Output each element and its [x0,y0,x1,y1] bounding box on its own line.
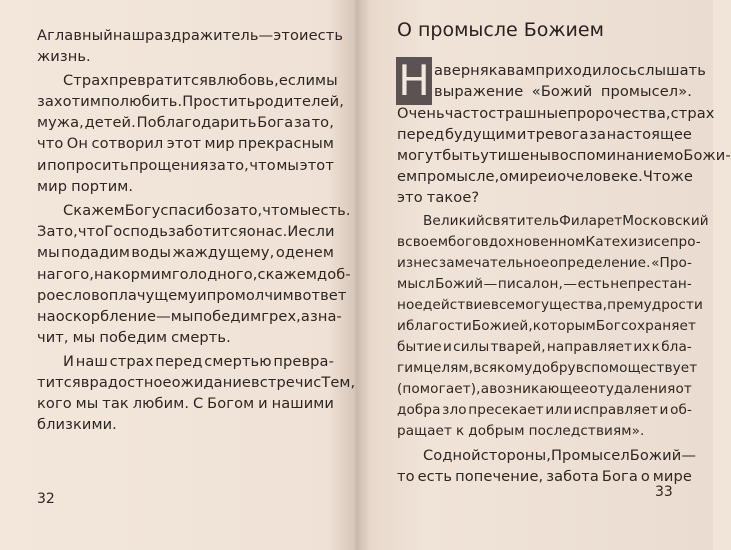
word: что [37,135,64,152]
word: превра- [273,353,334,370]
word: изнес [397,255,439,271]
word: он, [541,276,563,292]
right-page-text-line [397,337,692,358]
word: последствиям». [528,423,645,439]
word: бытие [397,339,442,355]
word: родителей, [255,93,344,110]
word: чит, [37,329,69,346]
word: оденем [275,244,334,261]
word: писал [497,276,541,292]
word: это [273,27,299,44]
right-page-text-line [397,358,698,379]
drop-cap: Н [396,57,432,105]
word: в [397,234,406,250]
word: то, [55,223,78,240]
word: превратится [109,72,209,89]
word: то, [311,114,334,131]
word: зло [442,402,467,418]
word: премудрости [607,297,703,313]
word: действие [422,297,491,313]
word: сохраняет [620,318,697,334]
word: за [293,114,311,131]
word: есть. [311,202,351,219]
word: забота [546,468,599,485]
page-number-left: 32 [37,491,55,507]
right-page-text-line [397,232,701,253]
word: и [37,157,47,174]
word: Страх [63,72,110,89]
word: голодного, [171,266,258,283]
word: будущим [444,126,517,143]
word: воды [131,244,171,261]
word: и [299,27,309,44]
right-page-text-line [397,166,692,187]
word: в [80,374,90,391]
word: добрым [468,423,525,439]
right-page-text-line [397,145,731,166]
word: если [298,223,335,240]
word: тится [37,374,81,391]
word: же [670,168,693,185]
word: смерть. [171,329,231,346]
word: целям, [423,360,474,376]
word: Тем, [321,374,356,391]
word: страшные [488,105,568,122]
left-page [0,0,356,550]
word: и [547,168,558,185]
word: мире [508,168,548,185]
left-page-text-line [37,242,334,263]
word: Поблагодарить [136,114,257,131]
word: направляет [546,339,633,355]
word: портим. [71,178,134,195]
word: всякому [473,360,533,376]
word: за [223,202,240,219]
word: слово [64,287,109,304]
word: выражение [434,83,524,100]
word: Он [66,135,89,152]
word: (помогает), [397,381,481,397]
word: мы [276,157,300,174]
word: победим [193,308,262,325]
word: одной [433,447,481,464]
word: часто [444,105,489,122]
left-page-text-line [37,25,344,46]
word: попечение, [455,468,544,485]
word: на [37,308,56,325]
word: непрестан- [610,276,692,292]
right-page-text-line [397,379,692,400]
word: смертью [204,353,272,370]
word: Бог [595,318,621,334]
word: перед [155,353,203,370]
word: главный [47,27,113,44]
word: такое? [426,189,480,206]
right-page-text-line [397,187,692,208]
right-page-text-line [397,421,692,442]
word: Богу [124,202,161,219]
word: а [480,381,490,397]
word: и [516,126,527,143]
left-page-text-line [37,155,334,176]
word: боговдохновенном [448,234,586,250]
word: захотим [37,93,101,110]
word: промолчим [206,287,294,304]
word: о [499,168,509,185]
left-page-text-line [37,221,334,242]
word: А [37,27,48,44]
word: с [313,374,322,391]
word: зна- [309,308,342,325]
word: от [589,381,606,397]
word: промысел». [600,83,692,100]
word: которым [532,318,596,334]
word: победим [99,329,168,346]
word: Бога [601,468,638,485]
page-number-right: 33 [655,484,673,500]
word: вам [506,62,536,79]
word: мы [170,308,194,325]
word: в [293,287,303,304]
word: страх [670,105,715,122]
word: И [287,223,299,240]
word: Богом [207,395,255,412]
right-page-text-line [397,124,692,145]
word: рое [37,287,65,304]
word: аверняка [434,62,507,79]
word: полюбить. [100,93,183,110]
word: могут [397,147,443,164]
word: мир [204,135,235,152]
word: оскорбление [55,308,157,325]
left-page-text-line [37,46,334,67]
word: в [208,72,217,89]
word: силы [453,339,490,355]
word: Простить [182,93,256,110]
word: — [563,276,578,292]
word: и [197,287,207,304]
word: Божий [435,276,484,292]
word: ращает [397,423,452,439]
left-page-text-line [37,112,334,133]
word: любим. [132,395,190,412]
word: раздражитель [145,27,259,44]
word: Божий [629,447,682,464]
word: пресекает [468,402,544,418]
word: есть [417,468,453,485]
word: нас. [255,223,288,240]
word: удаления [605,381,676,397]
word: так [102,395,129,412]
word: ожидание [171,374,252,391]
word: этот [299,157,334,174]
word: определение. [549,255,651,271]
word: воспоминанием [551,147,675,164]
word: ем [397,168,418,185]
word: мы [75,395,99,412]
word: промысле, [417,168,500,185]
left-page-text-line [37,306,342,327]
word: нашими [271,395,334,412]
right-page-text-line [397,103,715,124]
word: замечательное [438,255,550,271]
word: мире [652,468,692,485]
word: и [442,339,452,355]
word: этот [166,135,202,152]
word: спасибо [160,202,223,219]
word: Промысел [550,447,630,464]
left-page-text-line [37,133,334,154]
word: или [545,402,573,418]
word: тревога [527,126,589,143]
word: Скажем [63,202,125,219]
word: о [557,168,567,185]
word: Очень [397,105,445,122]
word: к [651,339,660,355]
word: С [192,395,204,412]
word: детей. [84,114,136,131]
word: жаждущему, [172,244,275,261]
word: мир [37,178,68,195]
word: доб- [317,266,351,283]
word: то [397,468,415,485]
word: Катехизисе [585,234,670,250]
right-page-text-line [434,60,706,81]
word: Великий [423,213,485,229]
word: кого [37,395,72,412]
word: к [455,423,465,439]
word: благости [405,318,472,334]
right-page-text-line [397,253,692,274]
word: прекрасным [238,135,334,152]
word: за [209,157,226,174]
left-page-text-line [63,70,338,91]
word: быть [442,147,481,164]
left-page-text-line [63,200,351,221]
left-page-text-line [37,372,356,393]
word: всемогущества, [490,297,608,313]
left-page-text-line [63,351,334,372]
word: мы [37,244,60,261]
word: мы [315,72,338,89]
word: мы [72,329,96,346]
word: С [423,447,434,464]
word: жизнь. [37,48,91,65]
word: и [397,318,406,334]
right-page-text-line [397,466,692,487]
left-page-text-line [37,327,334,348]
word: то, [239,202,263,219]
word: есть [308,27,344,44]
word: стороны, [480,447,551,464]
word: — [681,447,697,464]
word: своем [405,234,449,250]
word: сотворил [91,135,164,152]
word: любовь, [216,72,279,89]
word: святитель [484,213,560,229]
word: а [300,308,310,325]
word: — [156,308,171,325]
word: наш [75,353,108,370]
word: плачущему [108,287,198,304]
word: ное [397,297,423,313]
section-heading: О промысле Божием [397,19,604,41]
word: есть [577,276,610,292]
word: мысл [397,276,435,292]
word: мужа, [37,114,84,131]
word: «Про- [651,255,692,271]
left-page-text-line [37,176,334,197]
word: Божи- [683,147,731,164]
word: наш [112,27,146,44]
word: то, [226,157,249,174]
left-page-text-line [37,91,344,112]
word: их [633,339,651,355]
word: Бога [257,114,294,131]
left-page-text-line [37,414,334,435]
word: исправляет [573,402,658,418]
word: страх [109,353,154,370]
word: грех, [261,308,301,325]
word: «Божий [531,83,593,100]
word: что [249,157,276,174]
word: пророчества, [567,105,671,122]
word: за [589,126,607,143]
word: подадим [61,244,130,261]
word: Московский [622,213,709,229]
right-page-text-line [397,316,697,337]
word: если [278,72,316,89]
right-page-text-line [434,81,692,102]
word: об- [670,402,692,418]
word: о [640,468,650,485]
word: И [63,353,75,370]
left-page-text-line [37,393,334,414]
word: утишены [480,147,551,164]
word: тварей, [490,339,546,355]
word: накормим [94,266,172,283]
left-page-text-line [37,285,347,306]
word: мы [288,202,312,219]
word: человеке. [566,168,643,185]
word: бла- [661,339,692,355]
word: что [77,223,105,240]
word: встречи [251,374,314,391]
word: Филарет [559,213,623,229]
word: про- [669,234,701,250]
word: радостное [89,374,172,391]
word: — [483,276,498,292]
word: возникающее [489,381,590,397]
word: Божией, [471,318,533,334]
word: нагого, [37,266,95,283]
word: и [659,402,669,418]
word: близкими. [37,416,117,433]
word: скажем [257,266,317,283]
word: и [258,395,268,412]
word: от [675,381,692,397]
word: прощения [129,157,209,174]
word: слышать [636,62,706,79]
right-page-text-line [397,400,692,421]
right-page-text-line [423,445,697,466]
word: За [37,223,56,240]
word: о [674,147,684,164]
word: — [258,27,274,44]
word: Что [642,168,671,185]
word: ответ [302,287,347,304]
word: гим [397,360,424,376]
right-page-text-line [397,274,692,295]
right-page [357,0,731,550]
word: добра [397,402,441,418]
word: попросить [47,157,129,174]
word: о [246,223,256,240]
word: добру [532,360,576,376]
word: приходилось [535,62,637,79]
word: Господь [104,223,168,240]
right-page-text-line [397,295,703,316]
word: заботится [167,223,247,240]
word: вспомоществует [575,360,698,376]
word: перед [397,126,445,143]
word: настоящее [606,126,692,143]
word: что [262,202,289,219]
right-page-text-line [423,211,709,232]
word: это [397,189,423,206]
left-page-text-line [37,264,351,285]
